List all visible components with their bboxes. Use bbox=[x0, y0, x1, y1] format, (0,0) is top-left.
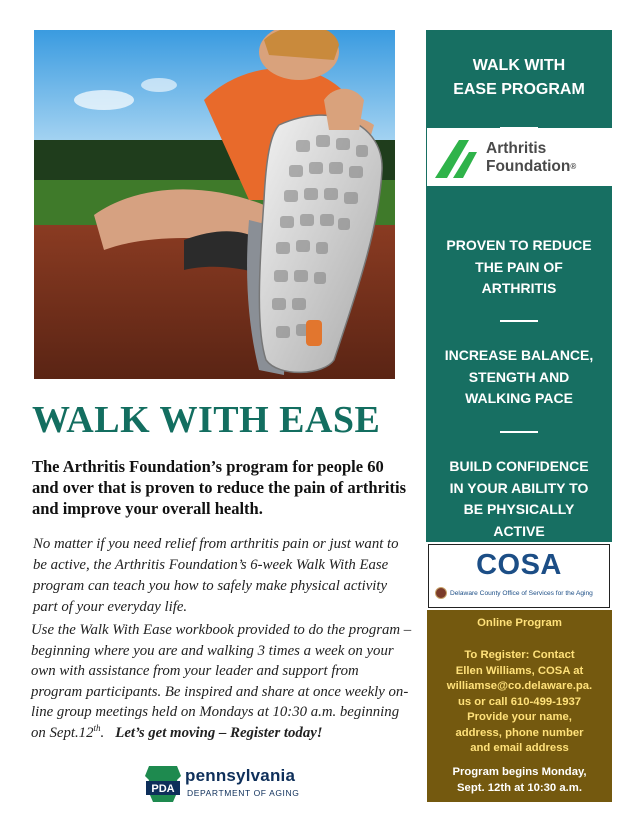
divider bbox=[500, 431, 538, 433]
lead-paragraph: The Arthritis Foundation’s program for people 60 and over that is proven to reduce the pain of arthritis and improve your overall health. bbox=[32, 457, 406, 518]
delaware-county-seal-icon bbox=[435, 587, 447, 599]
intro-paragraph: No matter if you need relief from arthritis pain or just want to be active, the Arthritis Foundation’s 6-week Walk With Ease program can teach you how to safely make physical activity part of your everyday life. bbox=[33, 536, 399, 615]
register-phone-line: us or call 610-499-1937 bbox=[457, 695, 582, 708]
af-line-wrap bbox=[486, 158, 576, 176]
sidebar-title-line: EASE PROGRAM bbox=[453, 81, 585, 98]
divider bbox=[500, 320, 538, 322]
program-start-date bbox=[427, 765, 612, 796]
benefit-pain-reduction bbox=[426, 235, 612, 300]
benefit-line: WALKING PACE bbox=[465, 390, 573, 406]
pa-department-of-aging-logo bbox=[143, 764, 303, 804]
cosa-logo bbox=[428, 544, 610, 608]
benefit-line: ACTIVE bbox=[493, 522, 545, 539]
pa-logo-name: pennsylvania bbox=[185, 766, 296, 785]
benefit-line: BUILD CONFIDENCE bbox=[449, 458, 589, 474]
date-ordinal: th bbox=[93, 722, 101, 733]
cosa-wordmark: COSA bbox=[476, 549, 562, 581]
registration-info-box bbox=[427, 610, 612, 802]
benefit-line: IN YOUR ABILITY TO bbox=[449, 479, 589, 496]
register-call-to-action: Let’s get moving – Register today! bbox=[115, 724, 323, 741]
arthritis-foundation-icon bbox=[429, 136, 481, 180]
details-paragraph: Use the Walk With Ease workbook provided to do the program – beginning where you are and walking 3 times a week on your own with assistance from your leader and support from program participants. Be inspired and share at once weekly on-line group meetings held on Mondays at 10:30 a.m. beginning on Sept.12th. Let’s get moving – Register today! bbox=[31, 622, 412, 741]
start-line: Program begins Monday, bbox=[452, 766, 587, 778]
benefit-line: THE PAIN OF bbox=[475, 258, 563, 275]
register-line: address, phone number bbox=[455, 726, 584, 739]
hero-photo bbox=[34, 30, 395, 379]
keystone-label: PDA bbox=[151, 783, 175, 795]
sidebar-title bbox=[426, 54, 612, 102]
arthritis-foundation-name bbox=[486, 140, 576, 176]
benefit-line: PROVEN TO REDUCE bbox=[446, 237, 592, 253]
registration-instructions bbox=[427, 648, 612, 757]
benefit-balance bbox=[426, 345, 612, 410]
keystone-icon bbox=[143, 764, 183, 804]
benefit-line: INCREASE BALANCE, bbox=[444, 347, 594, 363]
sidebar-title-line: WALK WITH bbox=[472, 57, 566, 74]
register-line: Ellen Williams, COSA at bbox=[455, 664, 584, 677]
details-text: Use the Walk With Ease workbook provided to do the program – beginning where you are and walking 3 times a week on your own with assistance from your leader and support from program participants. Be inspired and share at once weekly on-line group meetings held on Mondays at 10:30 a.m. beginning on Sept.12 bbox=[31, 622, 412, 741]
register-line: To Register: Contact bbox=[464, 649, 575, 661]
cosa-subtitle: Delaware County Office of Services for the Aging bbox=[450, 590, 593, 597]
register-line: and email address bbox=[470, 742, 569, 754]
benefit-line: STENGTH AND bbox=[468, 368, 570, 385]
start-line: Sept. 12th at 10:30 a.m. bbox=[457, 781, 582, 794]
af-line: Arthritis bbox=[486, 140, 547, 157]
runner-stretching-image bbox=[34, 30, 395, 379]
program-sidebar bbox=[426, 30, 612, 542]
online-program-heading: Online Program bbox=[477, 617, 562, 629]
benefit-line: BE PHYSICALLY bbox=[463, 501, 575, 517]
registered-mark: ® bbox=[570, 162, 577, 171]
arthritis-foundation-logo bbox=[427, 128, 612, 186]
af-line: Foundation bbox=[486, 158, 571, 175]
benefit-confidence bbox=[426, 456, 612, 542]
page-title: WALK WITH EASE bbox=[32, 399, 381, 441]
register-line: Provide your name, bbox=[467, 711, 572, 723]
benefit-line: ARTHRITIS bbox=[481, 280, 557, 296]
register-email-line: williamse@co.delaware.pa. bbox=[446, 680, 593, 692]
pa-logo-department: DEPARTMENT OF AGING bbox=[187, 788, 300, 798]
